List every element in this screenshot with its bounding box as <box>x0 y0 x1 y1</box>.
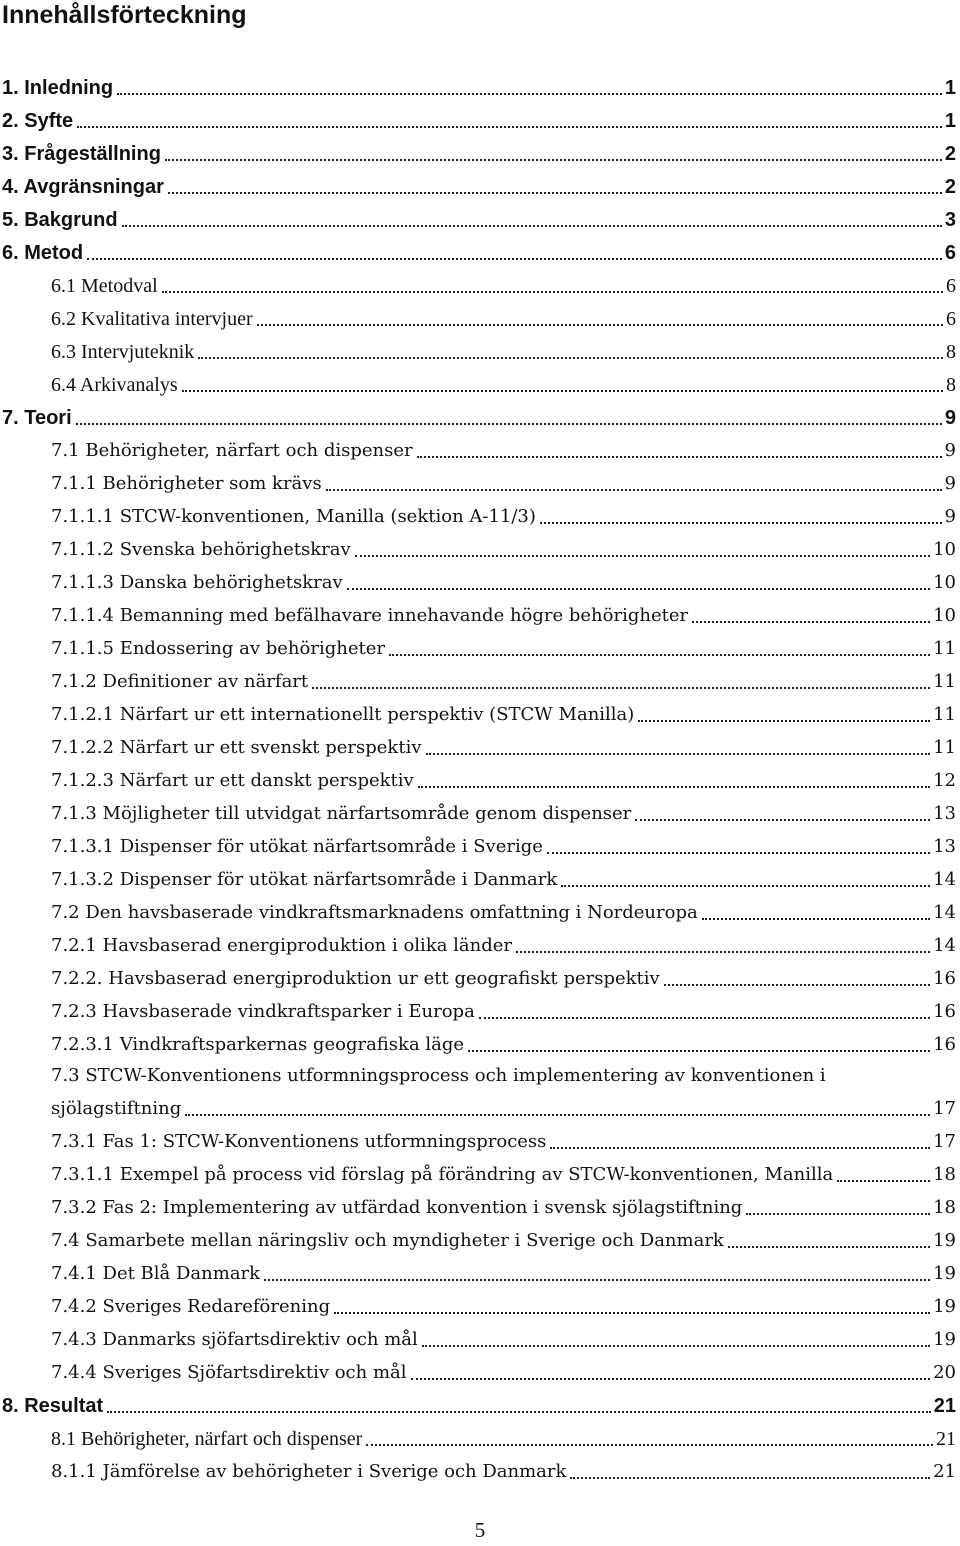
toc-entry-page: 3 <box>944 209 956 231</box>
toc-entry[interactable] <box>0 695 960 728</box>
dot-leader <box>638 716 930 722</box>
toc-entry[interactable] <box>0 1025 960 1058</box>
dot-leader <box>117 89 942 95</box>
dot-leader <box>389 650 930 656</box>
toc-entry-label: 7.1.1.1 STCW-konventionen, Manilla (sektion A-11/3) <box>51 506 536 527</box>
dot-leader <box>837 1176 930 1182</box>
toc-entry-page: 16 <box>933 1001 956 1022</box>
toc-entry[interactable] <box>0 431 960 464</box>
toc-entry-label: 7.4.3 Danmarks sjöfartsdirektiv och mål <box>51 1329 418 1350</box>
dot-leader <box>468 1046 930 1052</box>
toc-entry-label: 7.1.1.4 Bemanning med befälhavare innehavande högre behörigheter <box>51 605 689 626</box>
toc-entry-label: 8. Resultat <box>2 1395 104 1417</box>
toc-entry-page: 19 <box>933 1230 956 1251</box>
toc-entry-label: 7.2.3 Havsbaserade vindkraftsparker i Europa <box>51 1001 475 1022</box>
toc-entry-page: 21 <box>933 1395 956 1417</box>
toc-entry[interactable] <box>0 200 960 233</box>
toc-entry[interactable] <box>0 497 960 530</box>
dot-leader <box>87 254 942 260</box>
toc-entry-label: 7.3 STCW-Konventionens utformningsprocess och implementering av konventionen i <box>51 1065 826 1086</box>
toc-entry[interactable] <box>0 68 960 101</box>
toc-entry[interactable] <box>0 761 960 794</box>
toc-entry-label: 6.1 Metodval <box>51 275 158 297</box>
toc-entry-continuation <box>51 1089 956 1122</box>
toc-entry-page: 13 <box>933 836 956 857</box>
toc-entry-label: 7.1.2.2 Närfart ur ett svenskt perspektiv <box>51 737 422 758</box>
toc-entry-label: 7.1.1 Behörigheter som krävs <box>51 473 322 494</box>
toc-entry[interactable] <box>0 662 960 695</box>
toc-entry-page: 19 <box>933 1329 956 1350</box>
toc-entry[interactable] <box>0 398 960 431</box>
toc-entry-label: 7.4.4 Sveriges Sjöfartsdirektiv och mål <box>51 1362 407 1383</box>
toc-entry[interactable] <box>0 266 960 299</box>
toc-entry-page: 11 <box>933 638 956 659</box>
toc-entry-page: 14 <box>933 869 956 890</box>
dot-leader <box>168 188 942 194</box>
dot-leader <box>664 980 930 986</box>
toc-entry-label: 8.1 Behörigheter, närfart och dispenser <box>51 1428 363 1450</box>
toc-entry-label: 7.1.1.3 Danska behörighetskrav <box>51 572 343 593</box>
toc-entry-label: 7.1.2.1 Närfart ur ett internationellt perspektiv (STCW Manilla) <box>51 704 635 725</box>
toc-entry-label: 7.1.3 Möjligheter till utvidgat närfartsområde genom dispenser <box>51 803 632 824</box>
toc-entry[interactable] <box>0 332 960 365</box>
toc-entry-page: 11 <box>933 737 956 758</box>
toc-entry-page: 2 <box>944 176 956 198</box>
toc-entry-label: 7. Teori <box>2 407 72 429</box>
dot-leader <box>122 221 942 227</box>
dot-leader <box>692 617 930 623</box>
toc-entry-page: 10 <box>933 572 956 593</box>
dot-leader <box>355 551 930 557</box>
dot-leader <box>540 518 942 524</box>
dot-leader <box>635 815 930 821</box>
toc-entry[interactable] <box>0 992 960 1025</box>
toc-entry[interactable] <box>0 530 960 563</box>
toc-entry-label: 7.3.2 Fas 2: Implementering av utfärdad konvention i svensk sjölagstiftning <box>51 1197 743 1218</box>
dot-leader <box>561 881 930 887</box>
dot-leader <box>312 683 930 689</box>
toc-entry-page: 9 <box>944 506 956 527</box>
toc-entry[interactable] <box>0 1386 960 1419</box>
toc-entry-label-continued: sjölagstiftning <box>51 1098 182 1119</box>
toc-entry-label: 7.2.1 Havsbaserad energiproduktion i olika länder <box>51 935 513 956</box>
dot-leader <box>426 749 931 755</box>
toc-entry-label: 7.2 Den havsbaserade vindkraftsmarknadens omfattning i Nordeuropa <box>51 902 698 923</box>
toc-entry-page: 2 <box>944 143 956 165</box>
toc-entry-label: 2. Syfte <box>2 110 74 132</box>
toc-entry-page: 1 <box>944 77 956 99</box>
toc-entry-label: 7.4.1 Det Blå Danmark <box>51 1263 261 1284</box>
toc-entry-page: 9 <box>944 440 956 461</box>
dot-leader <box>547 848 930 854</box>
dot-leader <box>411 1374 931 1380</box>
toc-entry-label: 7.3.1 Fas 1: STCW-Konventionens utformningsprocess <box>51 1131 547 1152</box>
toc-entry-label: 7.1.1.2 Svenska behörighetskrav <box>51 539 351 560</box>
toc-entry-label: 7.2.2. Havsbaserad energiproduktion ur ett geografiskt perspektiv <box>51 968 660 989</box>
toc-entry-label: 6.3 Intervjuteknik <box>51 341 195 363</box>
dot-leader <box>479 1013 930 1019</box>
toc-entry-label: 8.1.1 Jämförelse av behörigheter i Sverige och Danmark <box>51 1461 567 1482</box>
dot-leader <box>366 1440 933 1446</box>
toc-entry-page: 17 <box>933 1131 956 1152</box>
dot-leader <box>326 485 942 491</box>
toc-entry-page: 8 <box>946 374 956 396</box>
dot-leader <box>182 386 943 392</box>
toc-entry-label: 7.1.2 Definitioner av närfart <box>51 671 309 692</box>
toc-entry[interactable] <box>0 563 960 596</box>
toc-entry-page: 18 <box>933 1164 956 1185</box>
toc-entry-label: 7.1.1.5 Endossering av behörigheter <box>51 638 385 659</box>
dot-leader <box>550 1143 930 1149</box>
toc-entry-page: 11 <box>933 671 956 692</box>
toc-entry-page: 6 <box>946 308 956 330</box>
toc-entry-label: 7.4 Samarbete mellan näringsliv och myndigheter i Sverige och Danmark <box>51 1230 724 1251</box>
toc-entry[interactable] <box>0 101 960 134</box>
dot-leader <box>516 947 930 953</box>
toc-entry-page: 18 <box>933 1197 956 1218</box>
toc-entry-label: 7.4.2 Sveriges Redareförening <box>51 1296 331 1317</box>
toc-entry-page: 19 <box>933 1296 956 1317</box>
dot-leader <box>165 155 942 161</box>
toc-entry[interactable] <box>0 299 960 332</box>
toc-entry[interactable] <box>0 365 960 398</box>
dot-leader <box>570 1473 930 1479</box>
toc-entry-page: 13 <box>933 803 956 824</box>
toc-entry[interactable] <box>0 794 960 827</box>
toc-entry-page: 6 <box>946 275 956 297</box>
toc-entry-page: 6 <box>944 242 956 264</box>
toc-entry[interactable] <box>0 728 960 761</box>
toc-entry-page: 10 <box>933 539 956 560</box>
dot-leader <box>347 584 930 590</box>
toc-entry-label: 1. Inledning <box>2 77 114 99</box>
toc-entry-page: 16 <box>933 1034 956 1055</box>
dot-leader <box>76 419 942 425</box>
dot-leader <box>198 353 943 359</box>
toc-entry[interactable] <box>0 1058 960 1122</box>
toc-entry-label: 7.2.3.1 Vindkraftsparkernas geografiska läge <box>51 1034 465 1055</box>
dot-leader <box>746 1209 930 1215</box>
toc-entry[interactable] <box>0 167 960 200</box>
toc-entry-page: 12 <box>933 770 956 791</box>
toc-entry[interactable] <box>0 1452 960 1485</box>
toc-title: Innehållsförteckning <box>2 1 247 29</box>
page-number: 5 <box>474 1518 486 1542</box>
dot-leader <box>418 782 930 788</box>
toc-entry[interactable] <box>0 1122 960 1155</box>
toc-entry-page: 14 <box>933 902 956 923</box>
toc-entry-label: 6.2 Kvalitativa intervjuer <box>51 308 253 330</box>
toc-entry[interactable] <box>0 1155 960 1188</box>
toc-entry-page: 9 <box>944 407 956 429</box>
toc-entry[interactable] <box>0 596 960 629</box>
toc-entry-label: 7.1.2.3 Närfart ur ett danskt perspektiv <box>51 770 414 791</box>
toc-entry-page: 19 <box>933 1263 956 1284</box>
toc-entry[interactable] <box>0 893 960 926</box>
toc-entry-label: 5. Bakgrund <box>2 209 118 231</box>
toc-entry[interactable] <box>0 464 960 497</box>
toc-entry[interactable] <box>0 926 960 959</box>
dot-leader <box>162 287 943 293</box>
toc-entry-page: 10 <box>933 605 956 626</box>
dot-leader <box>417 452 942 458</box>
toc-entry-page: 14 <box>933 935 956 956</box>
toc-entry-label: 7.1.3.2 Dispenser för utökat närfartsområde i Danmark <box>51 869 558 890</box>
toc-entry[interactable] <box>0 860 960 893</box>
toc-entry-page: 1 <box>944 110 956 132</box>
toc-entry[interactable] <box>0 827 960 860</box>
toc-entry-page: 17 <box>933 1098 956 1119</box>
dot-leader <box>728 1242 930 1248</box>
toc-entry-label: 6.4 Arkivanalys <box>51 374 178 396</box>
toc-entry-page: 11 <box>933 704 956 725</box>
dot-leader <box>422 1341 930 1347</box>
toc-entry[interactable] <box>0 1254 960 1287</box>
toc-entry-page: 21 <box>933 1461 956 1482</box>
toc-entry-label: 7.1 Behörigheter, närfart och dispenser <box>51 440 413 461</box>
toc-entry[interactable] <box>0 959 960 992</box>
toc-entry-label: 6. Metod <box>2 242 84 264</box>
dot-leader <box>702 914 930 920</box>
toc-entry[interactable] <box>0 233 960 266</box>
toc-entry[interactable] <box>0 1188 960 1221</box>
toc-entry-page: 21 <box>936 1428 956 1450</box>
toc-list <box>0 68 960 1485</box>
dot-leader <box>334 1308 930 1314</box>
dot-leader <box>77 122 942 128</box>
toc-entry[interactable] <box>0 1320 960 1353</box>
toc-entry-page: 9 <box>944 473 956 494</box>
toc-entry-page: 8 <box>946 341 956 363</box>
toc-entry[interactable] <box>0 1353 960 1386</box>
toc-entry-label: 3. Frågeställning <box>2 143 161 165</box>
dot-leader <box>257 320 943 326</box>
toc-entry-label: 4. Avgränsningar <box>2 176 164 198</box>
toc-entry-page: 16 <box>933 968 956 989</box>
dot-leader <box>185 1110 930 1116</box>
toc-entry[interactable] <box>0 1221 960 1254</box>
toc-entry[interactable] <box>0 1419 960 1452</box>
dot-leader <box>107 1407 931 1413</box>
toc-entry[interactable] <box>0 134 960 167</box>
toc-entry[interactable] <box>0 629 960 662</box>
dot-leader <box>264 1275 930 1281</box>
toc-entry-label: 7.1.3.1 Dispenser för utökat närfartsområde i Sverige <box>51 836 543 857</box>
toc-entry-page: 20 <box>933 1362 956 1383</box>
toc-entry-label: 7.3.1.1 Exempel på process vid förslag på förändring av STCW-konventionen, Manilla <box>51 1164 834 1185</box>
toc-entry[interactable] <box>0 1287 960 1320</box>
